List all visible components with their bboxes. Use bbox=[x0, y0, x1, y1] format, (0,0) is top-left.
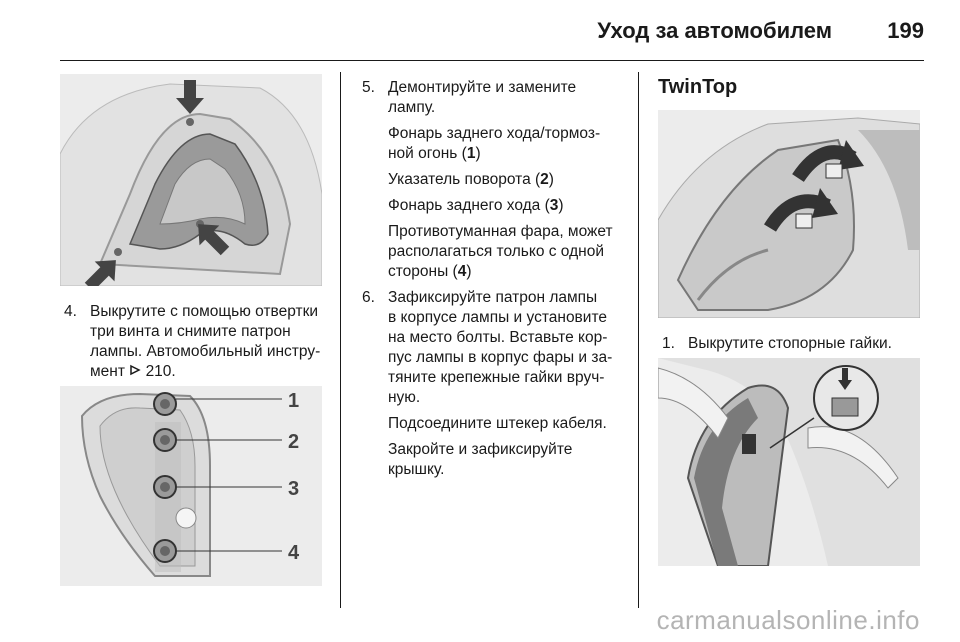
step-4-line: лампы. Автомобильный инстру- bbox=[90, 343, 321, 360]
paragraph-fog-light bbox=[362, 222, 632, 282]
paragraph-text: ) bbox=[475, 145, 481, 162]
bulb-4-icon bbox=[154, 540, 176, 562]
item-ref-1: 1 bbox=[466, 145, 476, 162]
step-5 bbox=[362, 78, 632, 118]
step-6-line: ную. bbox=[388, 389, 421, 406]
paragraph-text: Указатель поворота ( bbox=[388, 171, 541, 188]
step-1-number: 1. bbox=[662, 335, 675, 352]
paragraph-text: ) bbox=[466, 263, 472, 280]
paragraph-text: ) bbox=[548, 171, 554, 188]
paragraph-close-cover bbox=[362, 440, 632, 480]
callout-4: 4 bbox=[288, 542, 300, 564]
paragraph-connect-cable: Подсоедините штекер кабеля. bbox=[388, 415, 607, 432]
step-6-line: пус лампы в корпус фары и за- bbox=[388, 349, 613, 366]
paragraph-text: ной огонь ( bbox=[388, 145, 467, 162]
paragraph-line: крышку. bbox=[388, 461, 445, 478]
bulb-1-icon bbox=[154, 393, 176, 415]
header-rule bbox=[60, 60, 924, 61]
step-5-line: Демонтируйте и замените bbox=[388, 79, 577, 96]
paragraph-line bbox=[388, 262, 632, 282]
callout-2: 2 bbox=[288, 431, 300, 453]
taillight-housing-figure bbox=[60, 74, 322, 286]
item-ref-3: 3 bbox=[549, 197, 559, 214]
callout-1: 1 bbox=[288, 390, 300, 412]
paragraph-text: ) bbox=[558, 197, 564, 214]
step-6-line: в корпусе лампы и установите bbox=[388, 309, 607, 326]
callout-3: 3 bbox=[288, 478, 300, 500]
paragraph-text: Фонарь заднего хода ( bbox=[388, 197, 550, 214]
section-title: TwinTop bbox=[658, 76, 738, 98]
step-5-line: лампу. bbox=[388, 99, 436, 116]
step-4 bbox=[64, 302, 334, 382]
arrow-ref-icon bbox=[129, 362, 141, 382]
step-4-line bbox=[90, 362, 334, 382]
bulb-2-icon bbox=[154, 429, 176, 451]
step-6 bbox=[362, 288, 632, 408]
twintop-step-1 bbox=[662, 334, 932, 354]
paragraph-turn-signal bbox=[362, 170, 632, 190]
header-title: Уход за автомобилем bbox=[597, 18, 832, 43]
step-4-line-text: мент bbox=[90, 363, 130, 380]
twintop-removal-figure bbox=[658, 358, 920, 566]
paragraph-line: Противотуманная фара, может bbox=[388, 223, 613, 240]
step-1-text: Выкрутите стопорные гайки. bbox=[688, 335, 892, 352]
column-divider-1 bbox=[340, 72, 341, 608]
paragraph-line bbox=[388, 144, 632, 164]
paragraph-line: Закройте и зафиксируйте bbox=[388, 441, 573, 458]
step-4-line: три винта и снимите патрон bbox=[90, 323, 291, 340]
paragraph-backup-brake bbox=[362, 124, 632, 164]
twintop-nuts-figure bbox=[658, 110, 920, 318]
middle-column bbox=[362, 78, 632, 480]
step-6-line: на место болты. Вставьте кор- bbox=[388, 329, 608, 346]
step-5-number: 5. bbox=[362, 79, 375, 96]
step-6-line: тяните крепежные гайки вруч- bbox=[388, 369, 605, 386]
item-ref-4: 4 bbox=[457, 263, 467, 280]
column-divider-2 bbox=[638, 72, 639, 608]
step-4-line: Выкрутите с помощью отвертки bbox=[90, 303, 319, 320]
paragraph-text: стороны ( bbox=[388, 263, 458, 280]
item-ref-2: 2 bbox=[540, 171, 549, 188]
paragraph-line: Фонарь заднего хода/тормоз- bbox=[388, 125, 601, 142]
step-6-number: 6. bbox=[362, 289, 375, 306]
paragraph-line: располагаться только с одной bbox=[388, 243, 604, 260]
watermark: carmanualsonline.info bbox=[656, 605, 920, 635]
lamp-carrier-figure bbox=[60, 386, 322, 586]
paragraph-reverse-light bbox=[362, 196, 632, 216]
step-6-line: Зафиксируйте патрон лампы bbox=[388, 289, 598, 306]
step-4-number: 4. bbox=[64, 303, 77, 320]
page-number: 199 bbox=[887, 18, 924, 43]
bulb-3-icon bbox=[154, 476, 176, 498]
page-reference[interactable]: 210. bbox=[145, 363, 176, 380]
